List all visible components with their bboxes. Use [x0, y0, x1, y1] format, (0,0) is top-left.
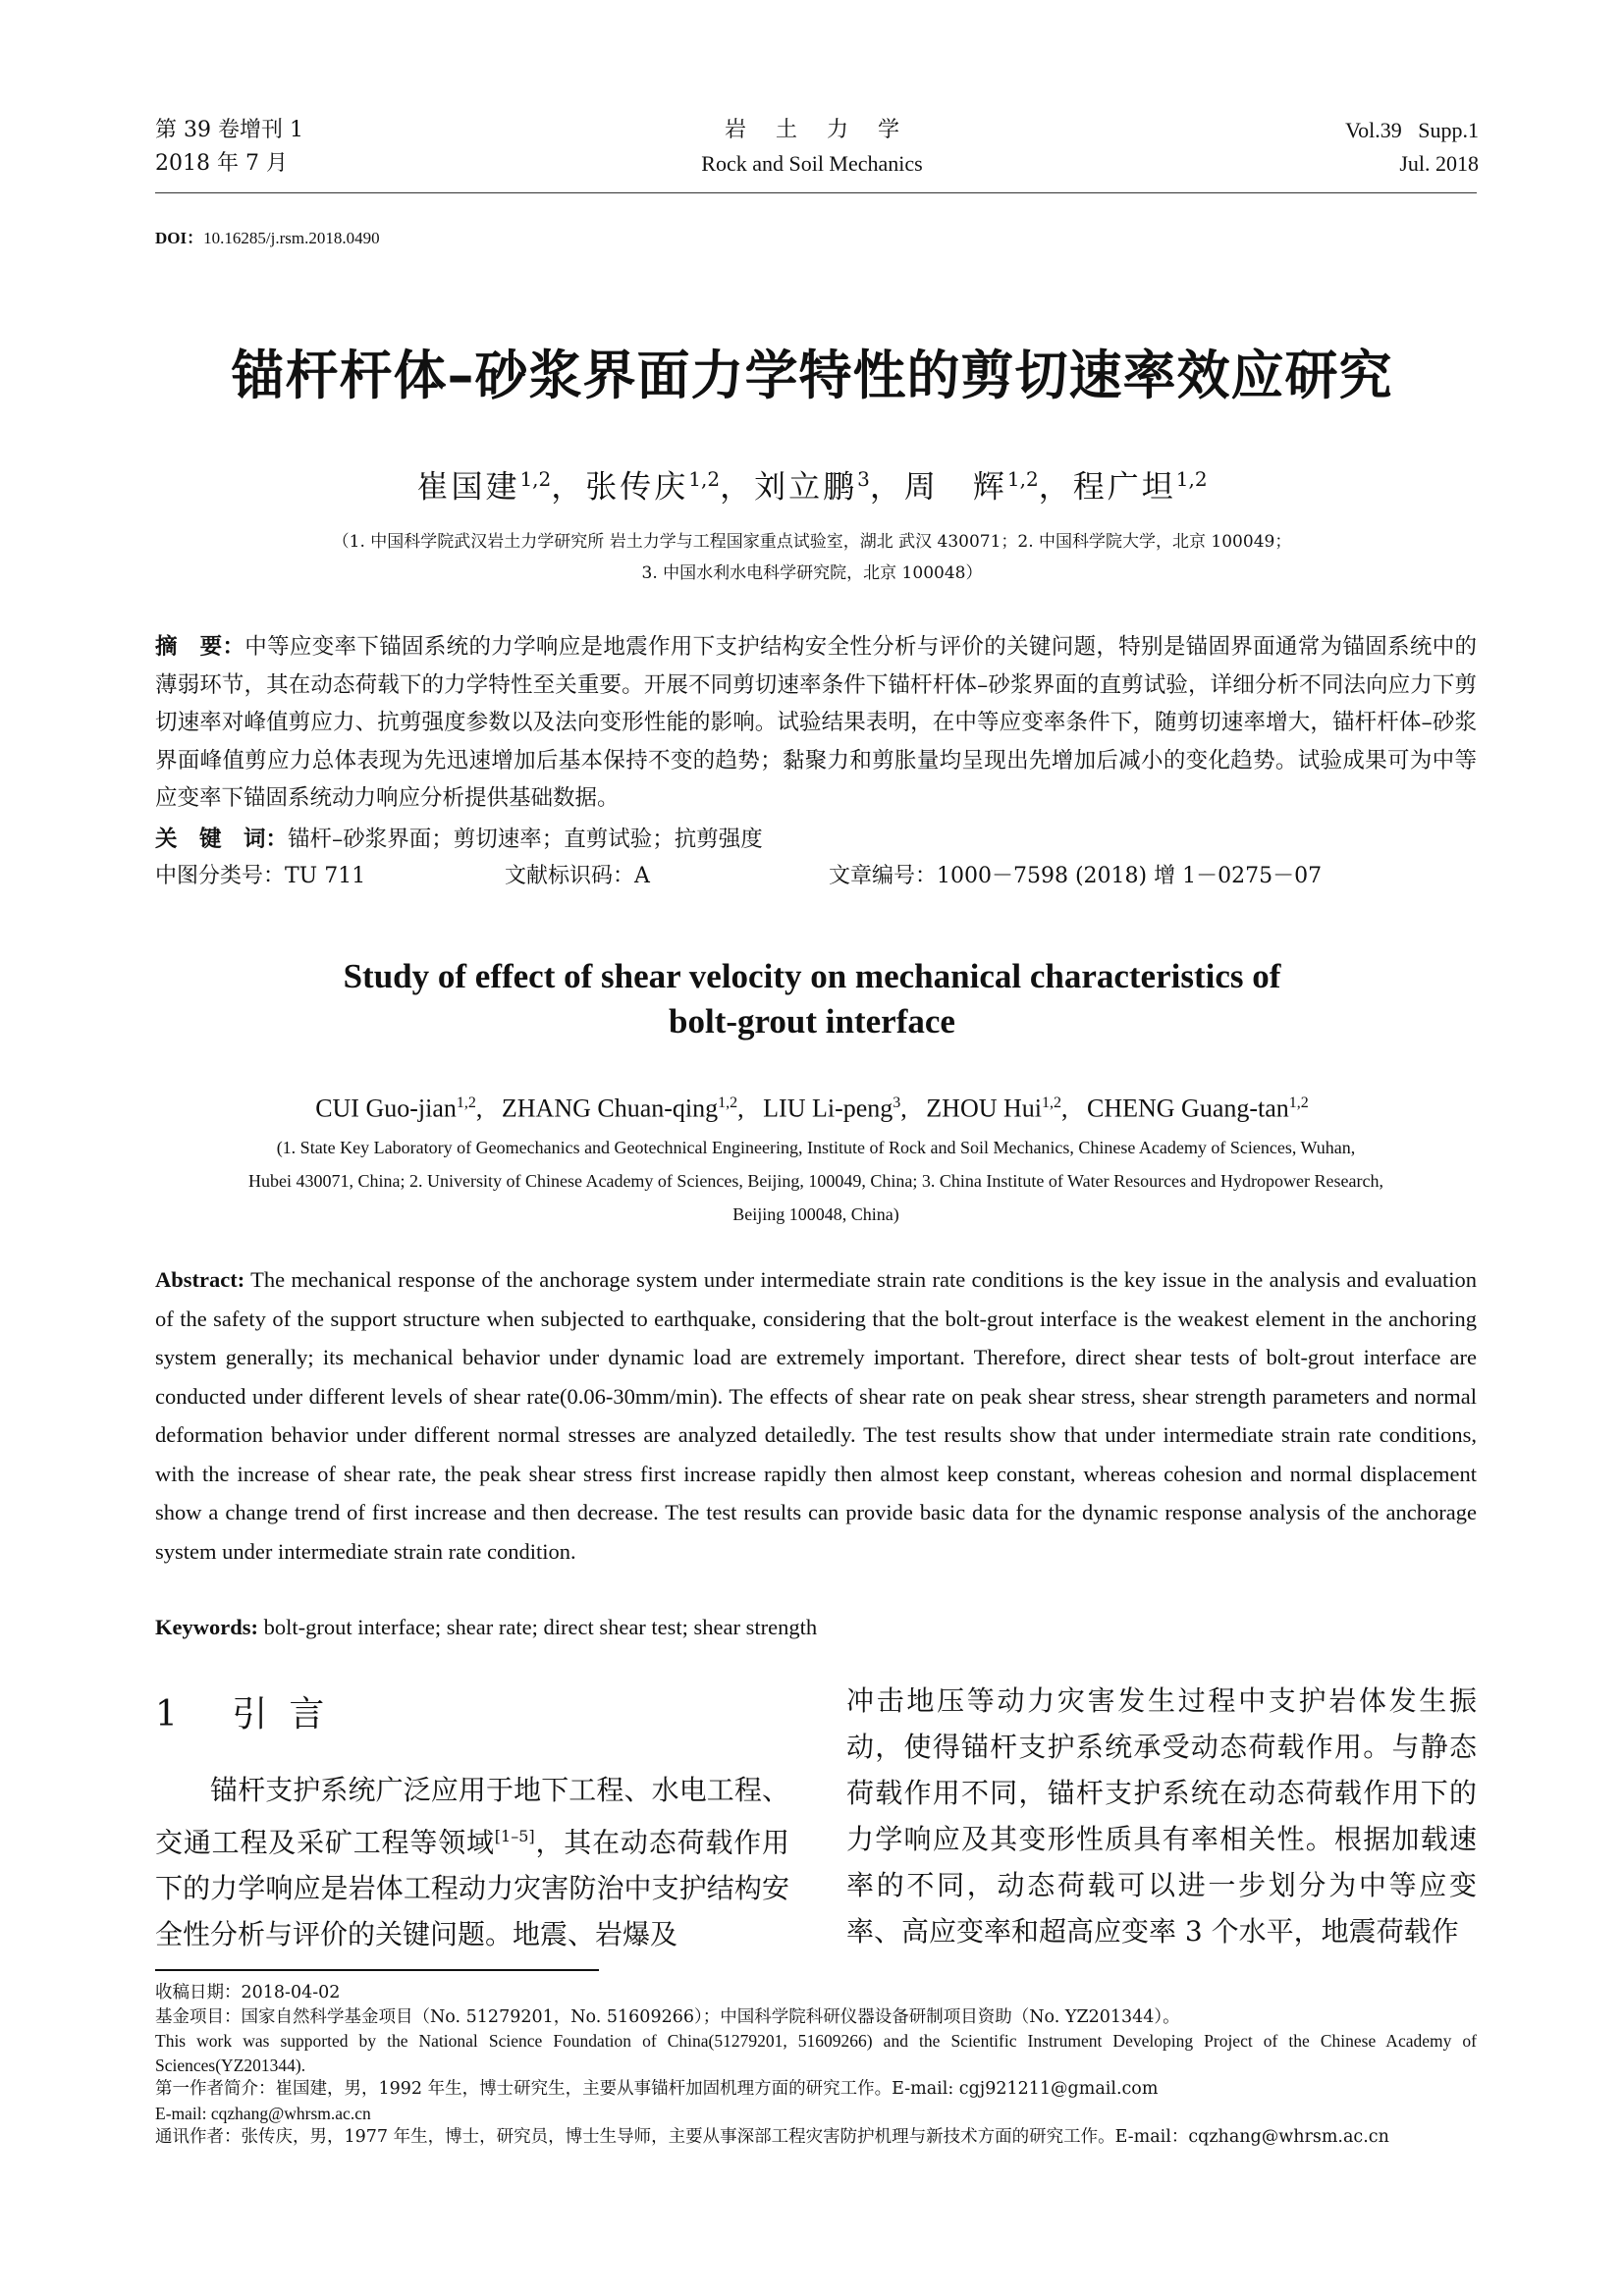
author-separator: ,	[475, 1094, 502, 1123]
issue-date-en: Jul. 2018	[1399, 151, 1479, 176]
author-separator: ，	[551, 467, 586, 506]
author-affiliation-marker: 1,2	[718, 1095, 738, 1111]
author-name: LIU Li-peng	[763, 1094, 893, 1123]
document-code: 文献标识码：A	[505, 864, 650, 888]
affiliation-en-line: Hubei 430071, China; 2. University of Chinese Academy of Sciences, Beijing, 100049, China; 3. China Institute of Water Resources and Hydropower Research,	[248, 1171, 1383, 1191]
author-affiliation-marker: 1,2	[1288, 1095, 1309, 1111]
author-affiliation-marker: 1,2	[456, 1095, 476, 1111]
abstract-cn	[155, 628, 1477, 818]
author-affiliation-marker: 1,2	[1042, 1095, 1061, 1111]
keywords-cn-text: 锚杆–砂浆界面；剪切速率；直剪试验；抗剪强度	[288, 827, 763, 852]
affiliation-cn-line: （1. 中国科学院武汉岩土力学研究所 岩土力学与工程国家重点试验室，湖北 武汉 430071；2. 中国科学院大学，北京 100049；	[332, 532, 1292, 552]
author-name: 周 辉	[903, 467, 1007, 506]
citation-ref[interactable]: [1–5]	[494, 1827, 535, 1845]
header-rule	[155, 192, 1477, 193]
journal-name-en: Rock and Soil Mechanics	[701, 151, 923, 176]
volume-issue-en: Vol.39 Supp.1	[1345, 118, 1479, 142]
author-email[interactable]: E-mail: cqzhang@whrsm.ac.cn	[155, 2103, 371, 2123]
author-affiliation-marker: 1,2	[519, 467, 552, 491]
author-separator: ，	[1038, 467, 1073, 506]
first-author-info: 第一作者简介：崔国建，男，1992 年生，博士研究生，主要从事锚杆加固机理方面的研究工作。E-mail: cgj921211@gmail.com	[155, 2079, 1159, 2099]
author-affiliation-marker: 1,2	[1175, 467, 1208, 491]
abstract-en	[155, 1260, 1477, 1571]
keywords-cn	[155, 821, 1477, 859]
affiliation-cn-line: 3. 中国水利水电科学研究院，北京 100048）	[641, 563, 983, 583]
issue-date-cn: 2018 年 7 月	[155, 151, 288, 176]
affiliations-en	[155, 1131, 1477, 1231]
keywords-en-label: Keywords:	[155, 1615, 258, 1639]
author-name: ZHOU Hui	[926, 1094, 1042, 1123]
footnotes	[155, 1981, 1477, 2150]
funding-cn: 基金项目：国家自然科学基金项目（No. 51279201，No. 51609266）；中国科学院科研仪器设备研制项目资助（No. YZ201344）。	[155, 2006, 1180, 2027]
keywords-en-text: bolt-grout interface; shear rate; direct shear test; shear strength	[258, 1615, 818, 1639]
author-affiliation-marker: 1,2	[1006, 467, 1039, 491]
corresponding-author-info: 通讯作者：张传庆，男，1977 年生，博士，研究员，博士生导师，主要从事深部工程灾害防护机理与新技术方面的研究工作。E-mail：cqzhang@whrsm.ac.cn	[155, 2127, 1389, 2147]
author-separator: ,	[900, 1094, 927, 1123]
section-heading: 1 引言	[155, 1694, 347, 1735]
author-name: ZHANG Chuan-qing	[501, 1094, 719, 1123]
body-text: ，其在动态荷载作用下的力学响应是岩体工程动力灾害防治中支护结构安全性分析与评价的关键问题。地震、岩爆及	[155, 1826, 789, 1951]
body-text: 锚杆支护系统广泛应用于地下工程、水电工程、交通工程及采矿工程等领域	[155, 1774, 789, 1859]
author-name: 程广坦	[1072, 467, 1176, 506]
doi	[155, 224, 380, 248]
journal-volume-en	[1345, 114, 1479, 181]
abstract-en-label: Abstract:	[155, 1267, 245, 1292]
abstract-cn-label: 摘 要：	[155, 634, 245, 660]
author-separator: ，	[720, 467, 755, 506]
affiliations-cn	[196, 526, 1428, 589]
author-separator: ,	[737, 1094, 764, 1123]
paper-title-en	[0, 954, 1624, 1044]
author-name: 刘立鹏	[754, 467, 858, 506]
received-date: 收稿日期：2018-04-02	[155, 1983, 341, 2002]
doi-value[interactable]: 10.16285/j.rsm.2018.0490	[203, 229, 380, 247]
footnote-rule	[155, 1969, 599, 1971]
funding-en: This work was supported by the National Science Foundation of China(51279201, 51609266) and the Scientific Instrument Developing Project of the Chinese Academy of Sciences(YZ201344).	[155, 2031, 1477, 2075]
author-name: CHENG Guang-tan	[1087, 1094, 1289, 1123]
doi-label: DOI：	[155, 229, 204, 247]
keywords-en	[155, 1610, 1477, 1645]
keywords-cn-label: 关 键 词：	[155, 827, 289, 852]
paper-title-en-line: bolt-grout interface	[669, 1002, 955, 1041]
author-affiliation-marker: 3	[893, 1095, 901, 1111]
body-text: 冲击地压等动力灾害发生过程中支护岩体发生振动，使得锚杆支护系统承受动态荷载作用。与静态荷载作用不同，锚杆支护系统在动态荷载作用下的力学响应及其变形性质具有率相关性。根据加载速率的不同，动态荷载可以进一步划分为中等应变率、高应变率和超高应变率 3 个水平，地震荷载作	[846, 1684, 1477, 1948]
clc-number: 中图分类号：TU 711	[155, 864, 366, 888]
paper-title-en-line: Study of effect of shear velocity on mechanical characteristics of	[343, 957, 1281, 995]
author-name: 张传庆	[585, 467, 689, 506]
affiliation-en-line: (1. State Key Laboratory of Geomechanics and Geotechnical Engineering, Institute of Rock and Soil Mechanics, Chinese Academy of Sciences, Wuhan,	[276, 1138, 1356, 1157]
volume-issue-cn: 第 39 卷增刊 1	[155, 118, 303, 142]
author-affiliation-marker: 1,2	[688, 467, 721, 491]
paper-title-cn: 锚杆杆体–砂浆界面力学特性的剪切速率效应研究	[231, 345, 1393, 406]
author-name: 崔国建	[416, 467, 520, 506]
body-column-left	[155, 1767, 789, 1957]
journal-name-cn: 岩土力学	[724, 118, 929, 142]
author-list-en	[0, 1086, 1624, 1127]
abstract-en-text: The mechanical response of the anchorage system under intermediate strain rate conditions is the key issue in the analysis and evaluation of the safety of the support structure when subjected to earthquake, considering that the bolt-grout interface is the weakest element in the anchoring system generally; its mechanical behavior under dynamic load are extremely important. Therefore, direct shear tests of bolt-grout interface are conducted under different levels of shear rate(0.06-30mm/min). The effects of shear rate on peak shear stress, shear strength parameters and normal deformation behavior under different normal stresses are analyzed detailedly. The test results show that under intermediate strain rate conditions, with the increase of shear rate, the peak shear stress first increase rapidly then almost keep constant, whereas cohesion and normal displacement show a change trend of first increase and then decrease. The test results can provide basic data for the dynamic response analysis of the anchorage system under intermediate strain rate condition.	[155, 1267, 1477, 1564]
affiliation-en-line: Beijing 100048, China)	[732, 1204, 899, 1224]
author-list-cn	[0, 457, 1624, 508]
article-number: 文章编号：1000－7598 (2018) 增 1－0275－07	[829, 864, 1323, 888]
abstract-cn-text: 中等应变率下锚固系统的力学响应是地震作用下支护结构安全性分析与评价的关键问题，特别是锚固界面通常为锚固系统中的薄弱环节，其在动态荷载下的力学特性至关重要。开展不同剪切速率条件下锚杆杆体–砂浆界面的直剪试验，详细分析不同法向应力下剪切速率对峰值剪应力、抗剪强度参数以及法向变形性能的影响。试验结果表明，在中等应变率条件下，随剪切速率增大，锚杆杆体–砂浆界面峰值剪应力总体表现为先迅速增加后基本保持不变的趋势；黏聚力和剪胀量均呈现出先增加后减小的变化趋势。试验成果可为中等应变率下锚固系统动力响应分析提供基础数据。	[155, 634, 1477, 811]
body-column-right	[846, 1678, 1477, 1954]
author-name: CUI Guo-jian	[315, 1094, 457, 1123]
author-separator: ,	[1061, 1094, 1087, 1123]
author-affiliation-marker: 3	[857, 467, 870, 491]
author-separator: ，	[869, 467, 904, 506]
